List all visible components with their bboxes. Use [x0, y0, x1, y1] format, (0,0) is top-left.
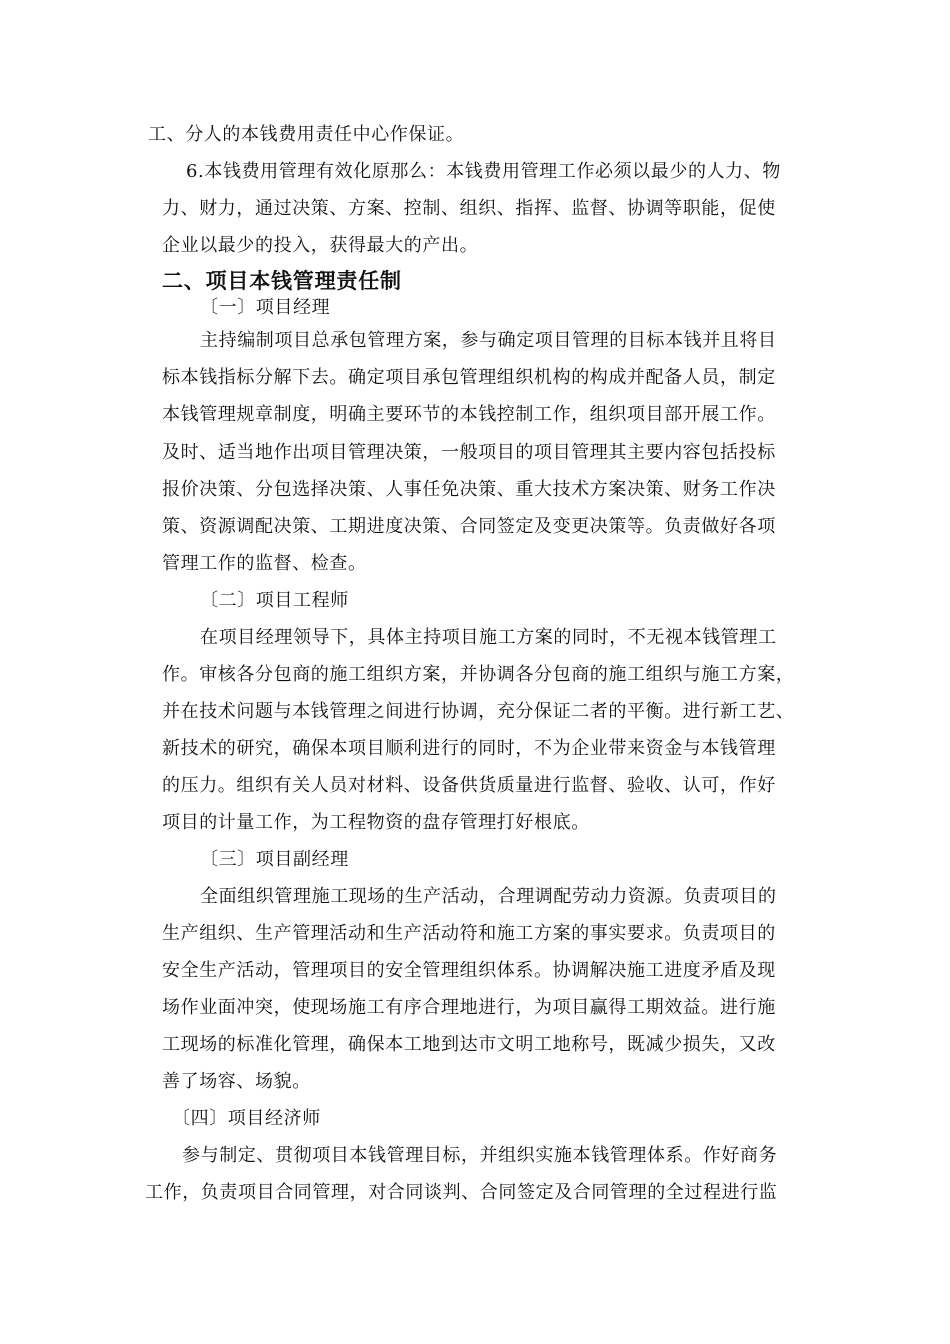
text-line: 场作业面冲突，使现场施工有序合理地进行，为项目赢得工期效益。进行施 — [162, 997, 776, 1018]
text-line: 及时、适当地作出项目管理决策，一般项目的项目管理其主要内容包括投标 — [162, 442, 776, 463]
text-line: 企业以最少的投入，获得最大的产出。 — [162, 235, 479, 256]
text-line: 管理工作的监督、检查。 — [162, 553, 367, 574]
subsection-heading: 〔四〕项目经济师 — [172, 1108, 321, 1129]
text-line: 本钱管理规章制度，明确主要环节的本钱控制工作，组织项目部开展工作。 — [162, 404, 776, 425]
text-line: 6.本钱费用管理有效化原那么：本钱费用管理工作必须以最少的人力、物 — [186, 161, 781, 182]
section-heading: 二、项目本钱管理责任制 — [162, 269, 402, 293]
text-line: 工现场的标准化管理，确保本工地到达市文明工地称号，既减少损失，又改 — [162, 1034, 776, 1055]
subsection-heading: 〔二〕项目工程师 — [200, 590, 349, 611]
text-line: 安全生产活动，管理项目的安全管理组织体系。协调解决施工进度矛盾及现 — [162, 960, 776, 981]
text-line: 工作，负责项目合同管理，对合同谈判、合同签定及合同管理的全过程进行监 — [145, 1182, 778, 1203]
text-line: 标本钱指标分解下去。确定项目承包管理组织机构的构成并配备人员，制定 — [162, 367, 776, 388]
text-line: 报价决策、分包选择决策、人事任免决策、重大技术方案决策、财务工作决 — [162, 479, 776, 500]
text-line: 新技术的研究，确保本项目顺利进行的同时，不为企业带来资金与本钱管理 — [162, 738, 776, 759]
text-line: 参与制定、贯彻项目本钱管理目标，并组织实施本钱管理体系。作好商务 — [182, 1145, 778, 1166]
subsection-heading: 〔一〕项目经理 — [200, 297, 331, 318]
text-line: 工、分人的本钱费用责任中心作保证。 — [148, 124, 465, 145]
text-line: 全面组织管理施工现场的生产活动，合理调配劳动力资源。负责项目的 — [200, 886, 777, 907]
text-line: 并在技术问题与本钱管理之间进行协调，充分保证二者的平衡。进行新工艺、 — [162, 701, 795, 722]
text-line: 项目的计量工作，为工程物资的盘存管理打好根底。 — [162, 812, 590, 833]
subsection-heading: 〔三〕项目副经理 — [200, 849, 349, 870]
text-line: 作。审核各分包商的施工组织方案，并协调各分包商的施工组织与施工方案， — [162, 664, 795, 685]
text-line: 在项目经理领导下，具体主持项目施工方案的同时，不无视本钱管理工 — [200, 627, 777, 648]
text-line: 策、资源调配决策、工期进度决策、合同签定及变更决策等。负责做好各项 — [162, 516, 776, 537]
text-line: 善了场容、场貌。 — [162, 1071, 311, 1092]
text-line: 的压力。组织有关人员对材料、设备供货质量进行监督、验收、认可，作好 — [162, 775, 776, 796]
text-line: 力、财力，通过决策、方案、控制、组织、指挥、监督、协调等职能，促使 — [162, 198, 776, 219]
text-line: 主持编制项目总承包管理方案，参与确定项目管理的目标本钱并且将目 — [200, 330, 777, 351]
text-line: 生产组织、生产管理活动和生产活动符和施工方案的事实要求。负责项目的 — [162, 923, 776, 944]
